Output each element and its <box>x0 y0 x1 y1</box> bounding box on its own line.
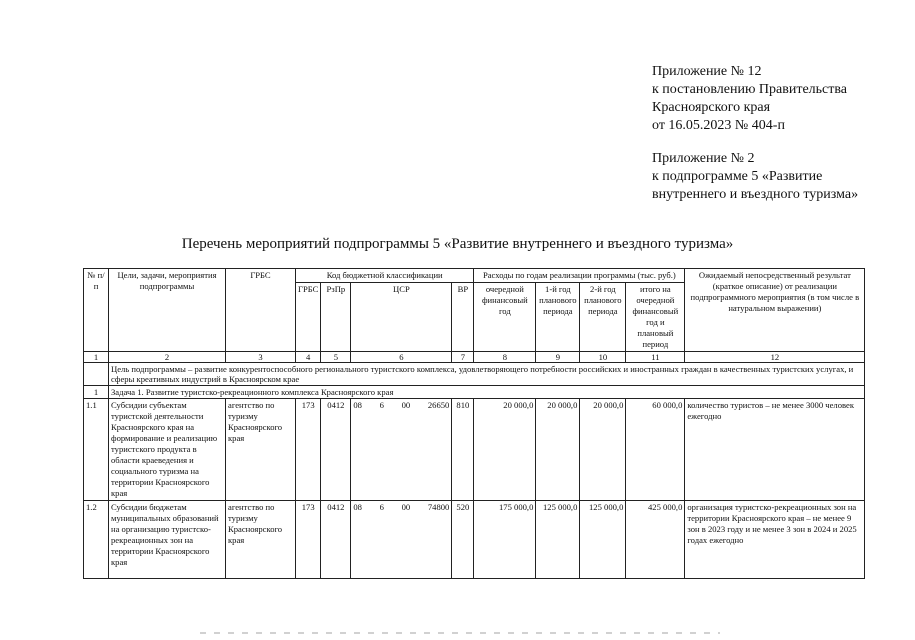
column-number: 10 <box>580 352 626 363</box>
column-number: 3 <box>226 352 296 363</box>
row-grbs-name: агентство по туризму Красноярского края <box>226 399 296 501</box>
csr-part: 26650 <box>427 400 450 410</box>
header-goals: Цели, задачи, мероприятия подпрограммы <box>109 269 226 352</box>
goal-num-cell <box>84 363 109 386</box>
table-row <box>84 501 865 579</box>
row-name: Субсидии субъектам туристской деятельности Красноярского края на формирование и реализацию туристского продукта в области краеведения и социального туризма на территории Красноярского края <box>109 399 226 501</box>
row-vr: 810 <box>452 399 474 501</box>
row-rzpr: 0412 <box>321 501 351 579</box>
task-num: 1 <box>84 386 109 399</box>
row-name: Субсидии бюджетам муниципальных образований на организацию туристско-рекреационных зон на территории Красноярского края <box>109 501 226 579</box>
row-grbs-name: агентство по туризму Красноярского края <box>226 501 296 579</box>
row-year-current: 20 000,0 <box>474 399 536 501</box>
column-number: 5 <box>321 352 351 363</box>
row-total: 425 000,0 <box>626 501 685 579</box>
task-row <box>84 386 865 399</box>
column-number: 4 <box>296 352 321 363</box>
column-numbers-row <box>84 352 865 363</box>
csr-part: 6 <box>379 400 384 410</box>
csr-part: 6 <box>379 502 384 512</box>
row-num: 1.1 <box>84 399 109 501</box>
row-year-first: 125 000,0 <box>536 501 580 579</box>
header-code-csr: ЦСР <box>351 283 452 352</box>
row-year-first: 20 000,0 <box>536 399 580 501</box>
header-year-total: итого на очередной финансовый год и плановый период <box>626 283 685 352</box>
header-expenses: Расходы по годам реализации программы (тыс. руб.) <box>474 269 685 283</box>
header-grbs: ГРБС <box>226 269 296 352</box>
header-code-rzpr: РзПр <box>321 283 351 352</box>
row-grbs-code: 173 <box>296 399 321 501</box>
scan-artifact-line <box>200 632 720 634</box>
csr-part: 08 <box>353 400 362 410</box>
column-number: 6 <box>351 352 452 363</box>
header-num: № п/п <box>84 269 109 352</box>
row-year-second: 125 000,0 <box>580 501 626 579</box>
row-num: 1.2 <box>84 501 109 579</box>
table-row <box>84 399 865 501</box>
column-number: 1 <box>84 352 109 363</box>
header-result: Ожидаемый непосредственный результат (краткое описание) от реализации подпрограммного мероприятия (в том числе в натуральном выражении) <box>685 269 865 352</box>
column-number: 9 <box>536 352 580 363</box>
appendix-stamp-12 <box>652 63 847 135</box>
measures-table <box>83 268 865 579</box>
row-vr: 520 <box>452 501 474 579</box>
row-grbs-code: 173 <box>296 501 321 579</box>
goal-row <box>84 363 865 386</box>
header-budget-code: Код бюджетной классификации <box>296 269 474 283</box>
stamp-line: внутреннего и въездного туризма» <box>652 187 859 202</box>
document-title: Перечень мероприятий подпрограммы 5 «Развитие внутреннего и въездного туризма» <box>181 236 734 252</box>
header-year-second: 2-й год планового периода <box>580 283 626 352</box>
column-number: 2 <box>109 352 226 363</box>
stamp-line: к подпрограмме 5 «Развитие <box>652 169 823 184</box>
stamp-line: к постановлению Правительства <box>652 82 848 97</box>
header-year-current: очередной финансовый год <box>474 283 536 352</box>
row-result: количество туристов – не менее 3000 человек ежегодно <box>685 399 865 501</box>
stamp-line: от 16.05.2023 № 404-п <box>652 118 785 133</box>
row-year-current: 175 000,0 <box>474 501 536 579</box>
row-total: 60 000,0 <box>626 399 685 501</box>
header-code-grbs: ГРБС <box>296 283 321 352</box>
row-result: организация туристско-рекреационных зон на территории Красноярского края – не менее 9 зон в 2023 году и не менее 3 зон в 2024 и 2025 годах ежегодно <box>685 501 865 579</box>
row-csr <box>351 501 452 579</box>
csr-part: 00 <box>401 502 411 512</box>
header-code-vr: ВР <box>452 283 474 352</box>
csr-part: 00 <box>401 400 411 410</box>
row-rzpr: 0412 <box>321 399 351 501</box>
appendix-stamp-2 <box>652 150 858 204</box>
csr-part: 08 <box>353 502 362 512</box>
csr-part: 74800 <box>427 502 450 512</box>
task-text: Задача 1. Развитие туристско-рекреационного комплекса Красноярского края <box>109 386 865 399</box>
column-number: 7 <box>452 352 474 363</box>
header-year-first: 1-й год планового периода <box>536 283 580 352</box>
goal-text: Цель подпрограммы – развитие конкурентоспособного регионального туристского комплекса, удовлетворяющего потребности российских и иностранных граждан в качественных туристских услугах, и сферы креативных индустрий в Красноярском крае <box>109 363 865 386</box>
stamp-line: Красноярского края <box>652 100 771 115</box>
row-csr <box>351 399 452 501</box>
stamp-line: Приложение № 2 <box>652 151 755 166</box>
stamp-line: Приложение № 12 <box>652 64 762 79</box>
row-year-second: 20 000,0 <box>580 399 626 501</box>
column-number: 11 <box>626 352 685 363</box>
column-number: 8 <box>474 352 536 363</box>
column-number: 12 <box>685 352 865 363</box>
